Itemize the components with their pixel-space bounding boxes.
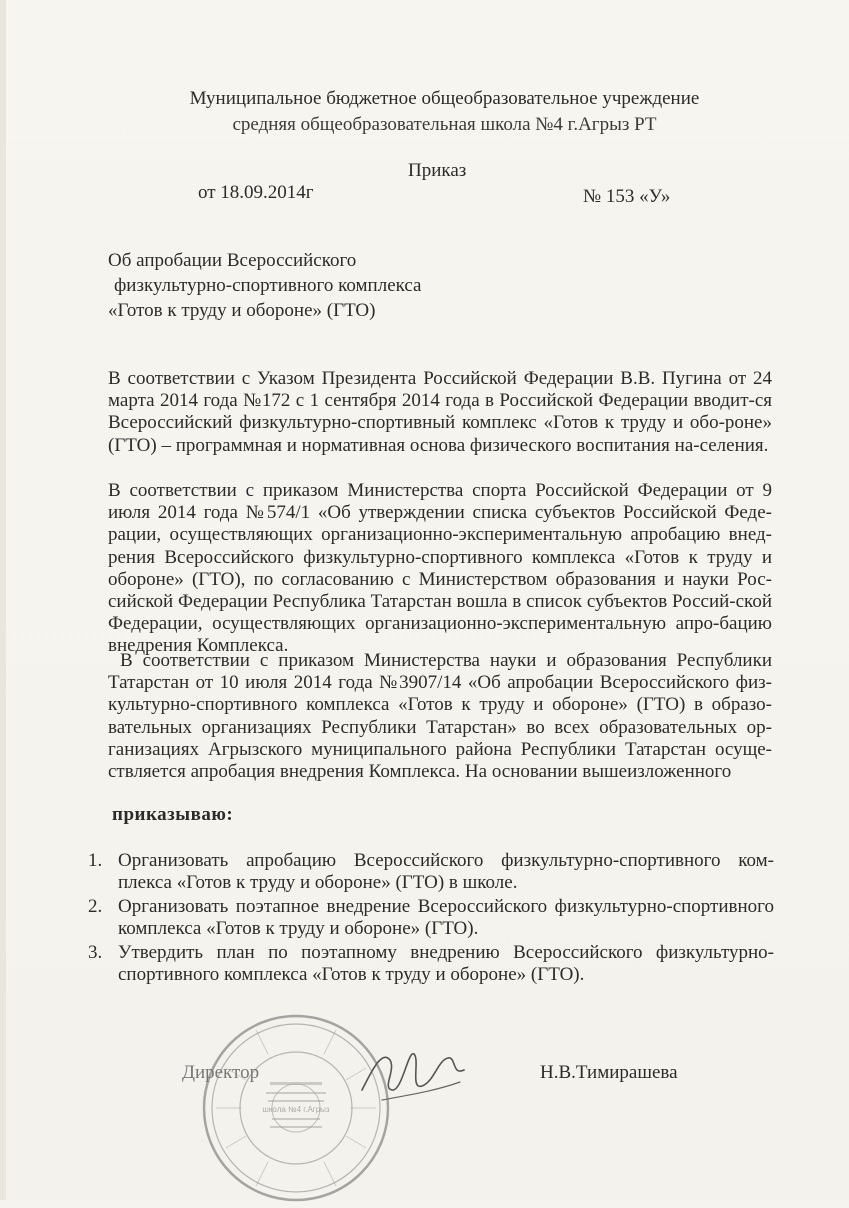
director-label: Директор bbox=[182, 1062, 260, 1083]
list-item-text: Организовать поэтапное внедрение Всероссийского физкультурно-спортивного комплекса «Готов к труду и обороне» (ГТО). bbox=[118, 896, 774, 939]
list-item-number: 3. bbox=[88, 942, 103, 963]
signature-icon bbox=[352, 1030, 472, 1110]
stamp-label: школа №4 г.Агрыз bbox=[262, 1105, 330, 1114]
list-item-text: Утвердить план по поэтапному внедрению Всероссийского физкультурно-спортивного комплекса «Готов к труду и обороне» (ГТО). bbox=[118, 942, 774, 985]
order-title: Приказ bbox=[408, 160, 467, 181]
order-date: от 18.09.2014г bbox=[198, 182, 314, 203]
body-paragraph-2: В соответствии с приказом Министерства спорта Российской Федерации от 9 июля 2014 года №574/1 «Об утверждении списка субъектов Российской Феде-рации, осуществляющих организационно-экспериментальную апробацию внед-рения Всероссийского физкультурно-спортивного комплекса «Готов к труду и обороне» (ГТО), по согласованию с Министерством образования и науки Рос-сийской Федерации Республика Татарстан вошла в список субъектов Россий-ской Федерации, осуществляющих организационно-экспериментальную апро-бацию внедрения Комплекса. bbox=[108, 480, 772, 657]
institution-name: Муниципальное бюджетное общеобразовательное учреждение bbox=[189, 88, 700, 109]
list-item-text: Организовать апробацию Всероссийского физкультурно-спортивного ком-плекса «Готов к труду и обороне» (ГТО) в школе. bbox=[118, 850, 774, 893]
scan-edge bbox=[0, 0, 6, 1200]
subject-line: физкультурно-спортивного комплекса bbox=[114, 275, 422, 296]
subject-line: «Готов к труду и обороне» (ГТО) bbox=[108, 300, 376, 321]
list-item bbox=[88, 942, 774, 986]
body-paragraph-1: В соответствии с Указом Президента Российской Федерации В.В. Пугина от 24 марта 2014 года №172 с 1 сентября 2014 года в Российской Федерации вводит-ся Всероссийский физкультурно-спортивный комплекс «Готов к труду и обо-роне» (ГТО) – программная и нормативная основа физического воспитания на-селения. bbox=[108, 368, 772, 456]
order-directive: приказываю: bbox=[112, 804, 234, 825]
signer-name: Н.В.Тимирашева bbox=[540, 1062, 678, 1083]
body-paragraph-3: В соответствии с приказом Министерства науки и образования Республики Татарстан от 10 июля 2014 года №3907/14 «Об апробации Всероссийского физ-культурно-спортивного комплекса «Готов к труду и обороне» (ГТО) в образо-вательных организациях Республики Татарстан» во всех образовательных ор-ганизациях Агрызского муниципального района Республики Татарстан осуще-ствляется апробация внедрения Комплекса. На основании вышеизложенного bbox=[108, 650, 772, 783]
list-item bbox=[88, 896, 774, 940]
order-items-list bbox=[88, 850, 774, 988]
order-number: № 153 «У» bbox=[583, 186, 671, 207]
list-item bbox=[88, 850, 774, 894]
subject-line: Об апробации Всероссийского bbox=[108, 250, 357, 271]
list-item-number: 2. bbox=[88, 896, 103, 917]
order-subject bbox=[108, 248, 421, 323]
list-item-number: 1. bbox=[88, 850, 103, 871]
school-name: средняя общеобразовательная школа №4 г.Агрыз РТ bbox=[232, 114, 657, 135]
